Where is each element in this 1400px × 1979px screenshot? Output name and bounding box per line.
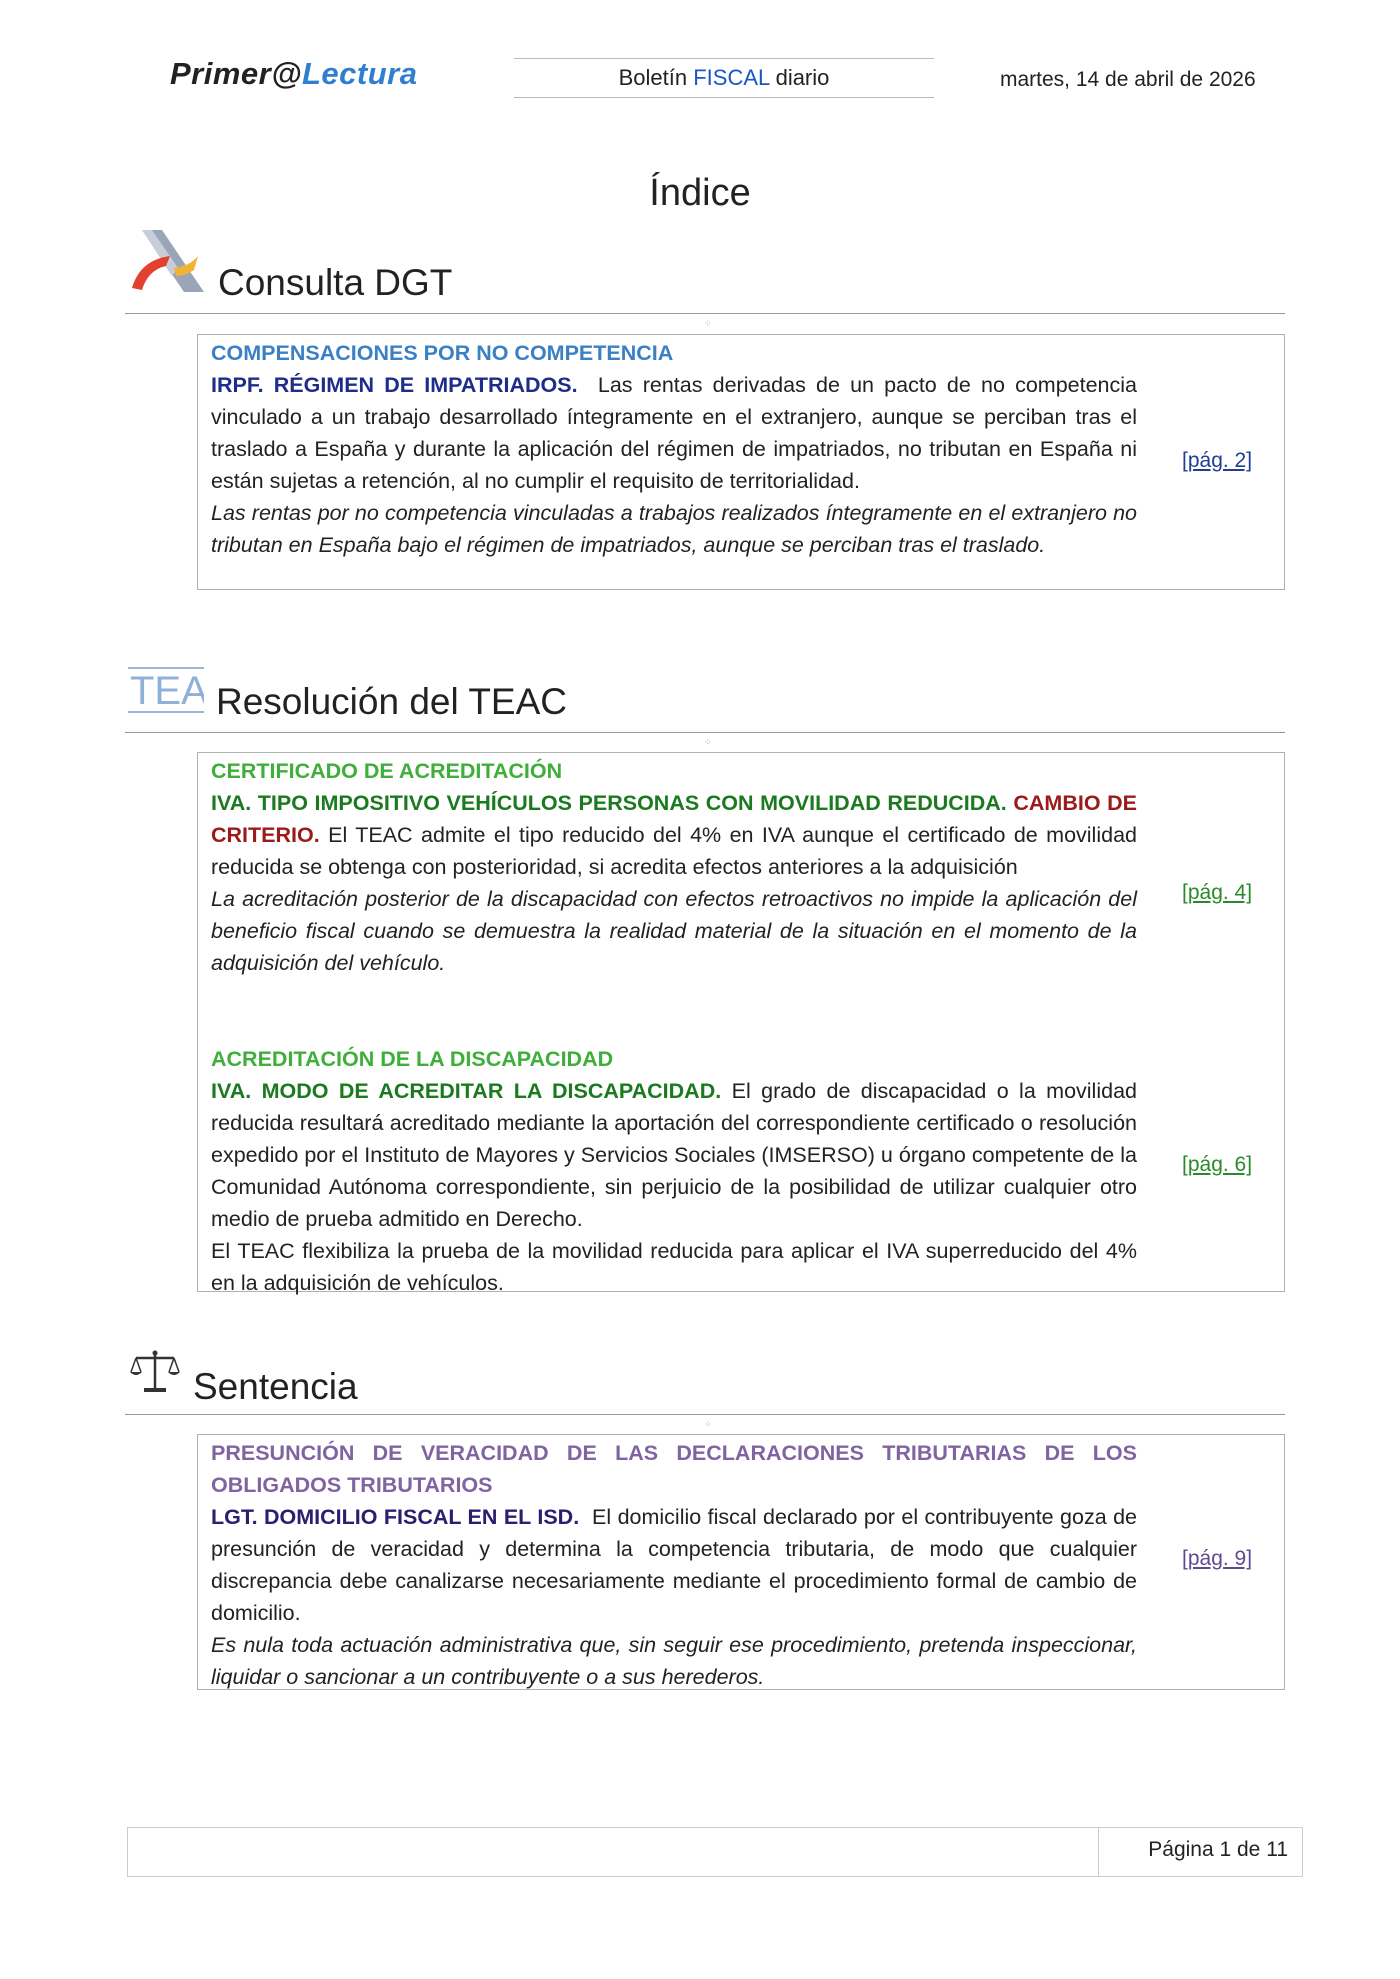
page-link[interactable]: [pág. 9] <box>1182 1547 1253 1570</box>
anchor-icon: ⁘ <box>704 737 712 747</box>
summary-box-dgt <box>197 334 1285 590</box>
entry-lead: IVA. TIPO IMPOSITIVO VEHÍCULOS PERSONAS CON MOVILIDAD REDUCIDA. <box>211 791 1007 815</box>
entry-category: CERTIFICADO DE ACREDITACIÓN <box>211 759 563 783</box>
entry-lead: IRPF. RÉGIMEN DE IMPATRIADOS. <box>211 373 578 397</box>
entry-text <box>211 369 1137 497</box>
entry-text <box>211 787 1137 883</box>
entry-text <box>211 1075 1137 1235</box>
entry-summary: Es nula toda actuación administrativa que, sin seguir ese procedimiento, pretenda inspeccionar, liquidar o sancionar a un contribuyente o a sus herederos. <box>211 1633 1137 1689</box>
entry-body: El grado de discapacidad o la movilidad reducida resultará acreditado mediante la aportación del correspondiente certificado o resolución expedido por el Instituto de Mayores y Servicios Sociales (IMSERSO) u órgano competente de la Comunidad Autónoma correspondiente, sin perjuicio de la posibilidad de utilizar cualquier otro medio de prueba admitido en Derecho. <box>211 1079 1137 1231</box>
page-number: Página 1 de 11 <box>1148 1838 1288 1861</box>
section-divider <box>125 1414 1285 1415</box>
entry-summary: El TEAC flexibiliza la prueba de la movilidad reducida para aplicar el IVA superreducido del 4% en la adquisición de vehículos. <box>211 1239 1137 1295</box>
bulletin-fiscal: FISCAL <box>693 65 770 90</box>
tea-logo-icon <box>128 664 204 716</box>
entry-category: COMPENSACIONES POR NO COMPETENCIA <box>211 341 674 365</box>
footer-separator <box>1098 1828 1099 1876</box>
entry-body: Las rentas derivadas de un pacto de no competencia vinculado a un trabajo desarrollado íntegramente en el extranjero, aunque se perciban tras el traslado a España y durante la aplicación del régimen de impatriados, no tributan en España ni están sujetas a retención, al no cumplir el requisito de territorialidad. <box>211 373 1137 493</box>
entry-teac-1 <box>211 755 1137 979</box>
entry-category: PRESUNCIÓN DE VERACIDAD DE LAS DECLARACIONES TRIBUTARIAS DE LOS OBLIGADOS TRIBUTARIOS <box>211 1441 1137 1497</box>
entry-dgt-1 <box>211 337 1137 561</box>
bulletin-suffix: diario <box>775 65 830 90</box>
entry-category: ACREDITACIÓN DE LA DISCAPACIDAD <box>211 1047 614 1071</box>
brand-logo <box>170 56 417 92</box>
entry-summary: Las rentas por no competencia vinculadas a trabajos realizados íntegramente en el extranjero no tributan en España bajo el régimen de impatriados, aunque se perciban tras el traslado. <box>211 501 1137 557</box>
section-divider <box>125 313 1285 314</box>
section-title-sentencia: Sentencia <box>193 1366 358 1407</box>
summary-box-sentencia <box>197 1434 1285 1690</box>
footer <box>127 1827 1303 1877</box>
section-title-teac: Resolución del TEAC <box>216 681 567 722</box>
scales-icon <box>130 1348 180 1396</box>
header-date: martes, 14 de abril de 2026 <box>1000 68 1256 91</box>
page-link[interactable]: [pág. 2] <box>1182 449 1253 472</box>
brand-part2: Lectura <box>301 56 418 91</box>
aeat-logo-icon <box>128 226 206 296</box>
section-title-dgt: Consulta DGT <box>218 262 453 303</box>
tea-logo-text: TEA <box>130 669 204 713</box>
page-link[interactable]: [pág. 4] <box>1182 881 1253 904</box>
entry-lead-change: CAMBIO DE CRITERIO. <box>211 791 1137 847</box>
entry-body: El domicilio fiscal declarado por el contribuyente goza de presunción de veracidad y determina la competencia tributaria, de modo que cualquier discrepancia debe canalizarse necesariamente mediante el procedimiento formal de cambio de domicilio. <box>211 1505 1138 1625</box>
entry-sentencia-1 <box>211 1437 1137 1693</box>
brand-part1: Primer@ <box>170 56 302 91</box>
entry-lead: LGT. DOMICILIO FISCAL EN EL ISD. <box>211 1505 580 1529</box>
entry-body: El TEAC admite el tipo reducido del 4% en IVA aunque el certificado de movilidad reducida se obtenga con posterioridad, si acredita efectos anteriores a la adquisición <box>211 823 1137 879</box>
page-title: Índice <box>649 172 751 214</box>
page-link[interactable]: [pág. 6] <box>1182 1153 1253 1176</box>
bulletin-prefix: Boletín <box>618 65 688 90</box>
bulletin-name <box>514 58 934 98</box>
entry-summary: La acreditación posterior de la discapacidad con efectos retroactivos no impide la aplicación del beneficio fiscal cuando se demuestra la realidad material de la situación en el momento de la adquisición del vehículo. <box>211 887 1137 975</box>
anchor-icon: ⁘ <box>704 1419 712 1429</box>
entry-teac-2 <box>211 1043 1137 1299</box>
entry-lead: IVA. MODO DE ACREDITAR LA DISCAPACIDAD. <box>211 1079 722 1103</box>
summary-box-teac <box>197 752 1285 1295</box>
entry-text <box>211 1501 1137 1629</box>
section-divider <box>125 732 1285 733</box>
anchor-icon: ⁘ <box>704 318 712 328</box>
